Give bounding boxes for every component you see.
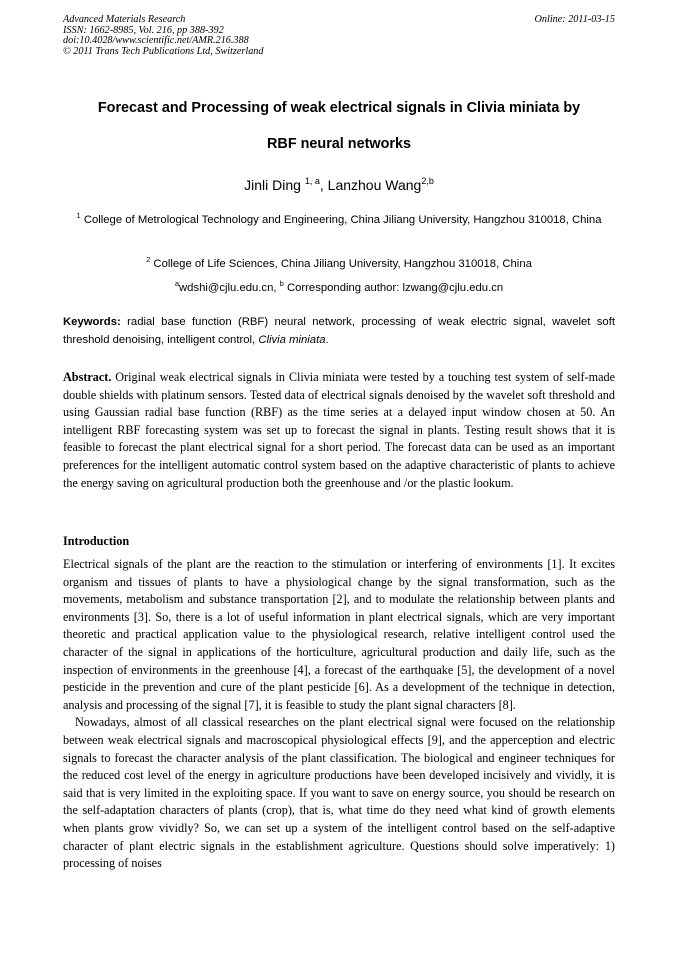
affiliation-1-mark: 1 xyxy=(76,211,81,220)
keywords-end: . xyxy=(325,333,329,346)
affiliation-1-text: College of Metrological Technology and Engineering, China Jiliang University, Hangzhou 310018, China xyxy=(83,214,602,226)
journal-name: Advanced Materials Research xyxy=(63,14,186,25)
keywords-section xyxy=(63,314,615,349)
keywords-italic-term: Clivia miniata xyxy=(258,333,326,346)
online-date: Online: 2011-03-15 xyxy=(534,14,615,25)
corresponding-author-email[interactable]: Corresponding author: lzwang@cjlu.edu.cn xyxy=(283,282,504,294)
running-header xyxy=(63,15,615,57)
keywords-text: radial base function (RBF) neural network, processing of weak electric signal, wavelet soft threshold denoising, intelligent control, xyxy=(63,316,615,346)
title-line-1: Forecast and Processing of weak electrical signals in Clivia miniata by xyxy=(97,100,581,116)
doi-line[interactable]: doi:10.4028/www.scientific.net/AMR.216.388 xyxy=(63,35,249,47)
affiliation-1 xyxy=(63,207,615,229)
affiliation-2-mark: 2 xyxy=(146,255,151,264)
affiliation-2 xyxy=(63,251,615,273)
author-1-affiliation-mark: 1, a xyxy=(304,176,320,186)
author-2-name: Lanzhou Wang xyxy=(327,177,422,193)
email-b-mark: b xyxy=(279,279,284,288)
abstract-label: Abstract. xyxy=(63,370,112,384)
introduction-paragraph-2: Nowadays, almost of all classical researches on the plant electrical signal were focused on the relationship between weak electrical signals and macroscopical physiological effects [9], and the apperception and electric signals to forecast the character analysis of the plant classification. The biological and engineer techniques for the reduced cost level of the energy in agriculture productions have been developed incisively and vividly, it is said that is very limited in the exploiting space. If you want to save on energy source, you should be research on the self-adaptation characters of plants (crop), that is, what time do they need what kind of growth elements when plants grow vividly? So, we can set up a system of the intelligent control based on the self-adaptive character of plant electric signals in the establishment agriculture. Questions should solve imperatively: 1) processing of noises xyxy=(63,715,615,871)
introduction-body xyxy=(63,556,615,873)
issn-line: ISSN: 1662-8985, Vol. 216, pp 388-392 xyxy=(63,24,224,36)
author-separator: , xyxy=(319,177,328,193)
email-a-mark: a xyxy=(174,279,179,288)
author-2-affiliation-mark: 2,b xyxy=(421,176,434,186)
author-list xyxy=(40,170,638,196)
keywords-label: Keywords: xyxy=(63,316,121,328)
email-a[interactable]: wdshi@cjlu.edu.cn, xyxy=(179,282,280,294)
introduction-heading: Introduction xyxy=(63,534,130,548)
abstract-text: Original weak electrical signals in Clivia miniata were tested by a touching test system of self-made double shields with platinum sensors. Tested data of electrical signals denoised by the wavelet soft threshold and using Gaussian radial base function (RBF) as the time series at a delayed input window chosen at 50. An intelligent RBF forecasting system was set up to forecast the signal in plants. Testing result shows that it is feasible to forecast the plant electrical signal for a short period. The forecast data can be used as an important preferences for the intelligent automatic control system based on the adaptive characteristic of plants to achieve the energy saving on agricultural production both the greenhouse and /or the plastic lookum. xyxy=(63,370,615,490)
abstract-section xyxy=(63,369,615,492)
paper-title xyxy=(40,90,638,162)
affiliation-2-text: College of Life Sciences, China Jiliang University, Hangzhou 310018, China xyxy=(153,258,532,270)
title-line-2: RBF neural networks xyxy=(267,136,411,152)
email-line xyxy=(63,275,615,297)
author-1-name: Jinli Ding xyxy=(244,177,301,193)
copyright-line: © 2011 Trans Tech Publications Ltd, Switzerland xyxy=(63,45,264,57)
introduction-paragraph-1: Electrical signals of the plant are the reaction to the stimulation or interfering of environments [1]. It excites organism and tissues of plants to have a physiological change by the signal transformation, such as the movements, metabolism and substance transportation [2], and to modulate the relationship between plants and environments [3]. So, there is a lot of useful information in plant electrical signals, which are very important theoretic and practical application value to the physiological research, relative intelligent control used the character of the signal in applications of the horticulture, agricultural production and daily life, such as the inspection of environments in the greenhouse [4], a forecast of the earthquake [5], the development of a novel pesticide in the prevention and cure of the plant pesticide [6]. As a development of the technique in detection, analysis and processing of the signal [7], it is feasible to study the plant signal characters [8]. xyxy=(63,557,615,712)
